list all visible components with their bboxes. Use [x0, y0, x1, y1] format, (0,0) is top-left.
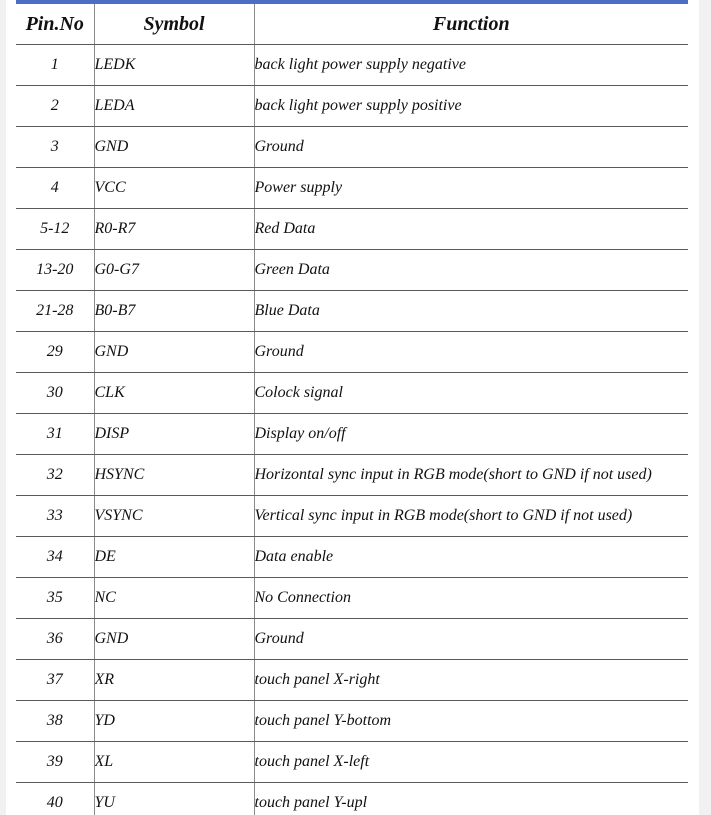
symbol-cell: GND [94, 332, 254, 373]
function-cell: Horizontal sync input in RGB mode(short to GND if not used) [254, 455, 688, 496]
function-cell: touch panel X-right [254, 660, 688, 701]
table-row [16, 783, 688, 815]
pin-table [16, 4, 688, 815]
symbol-cell: R0-R7 [94, 209, 254, 250]
pin-cell: 2 [16, 86, 94, 127]
function-cell: Colock signal [254, 373, 688, 414]
function-cell: touch panel Y-upl [254, 783, 688, 815]
symbol-cell: YD [94, 701, 254, 742]
symbol-cell: G0-G7 [94, 250, 254, 291]
symbol-cell: LEDK [94, 45, 254, 86]
symbol-cell: DE [94, 537, 254, 578]
table-row [16, 332, 688, 373]
pin-cell: 39 [16, 742, 94, 783]
pin-cell: 13-20 [16, 250, 94, 291]
symbol-cell: B0-B7 [94, 291, 254, 332]
table-row [16, 660, 688, 701]
table-row [16, 209, 688, 250]
symbol-cell: CLK [94, 373, 254, 414]
symbol-cell: GND [94, 619, 254, 660]
function-cell: Display on/off [254, 414, 688, 455]
pin-cell: 36 [16, 619, 94, 660]
table-row [16, 701, 688, 742]
function-cell: No Connection [254, 578, 688, 619]
pin-cell: 31 [16, 414, 94, 455]
table-row [16, 250, 688, 291]
pin-cell: 5-12 [16, 209, 94, 250]
function-cell: touch panel X-left [254, 742, 688, 783]
symbol-cell: XL [94, 742, 254, 783]
table-row [16, 86, 688, 127]
function-cell: Ground [254, 619, 688, 660]
header-symbol: Symbol [94, 4, 254, 45]
symbol-cell: YU [94, 783, 254, 815]
table-row [16, 455, 688, 496]
table-body [16, 45, 688, 815]
symbol-cell: VCC [94, 168, 254, 209]
symbol-cell: DISP [94, 414, 254, 455]
pin-cell: 32 [16, 455, 94, 496]
table-row [16, 578, 688, 619]
table-row [16, 537, 688, 578]
pin-cell: 30 [16, 373, 94, 414]
pin-cell: 40 [16, 783, 94, 815]
pin-cell: 34 [16, 537, 94, 578]
function-cell: Data enable [254, 537, 688, 578]
table-row [16, 291, 688, 332]
symbol-cell: VSYNC [94, 496, 254, 537]
pin-cell: 1 [16, 45, 94, 86]
symbol-cell: XR [94, 660, 254, 701]
function-cell: Blue Data [254, 291, 688, 332]
function-cell: Power supply [254, 168, 688, 209]
document-page [6, 0, 699, 815]
pin-cell: 21-28 [16, 291, 94, 332]
function-cell: Ground [254, 127, 688, 168]
pin-cell: 29 [16, 332, 94, 373]
table-header-row [16, 4, 688, 45]
pin-cell: 4 [16, 168, 94, 209]
table-row [16, 45, 688, 86]
table-row [16, 496, 688, 537]
pin-cell: 35 [16, 578, 94, 619]
function-cell: Vertical sync input in RGB mode(short to GND if not used) [254, 496, 688, 537]
function-cell: Red Data [254, 209, 688, 250]
symbol-cell: NC [94, 578, 254, 619]
pin-cell: 37 [16, 660, 94, 701]
table-row [16, 414, 688, 455]
table-row [16, 168, 688, 209]
function-cell: Ground [254, 332, 688, 373]
table-row [16, 742, 688, 783]
table-row [16, 619, 688, 660]
pin-cell: 3 [16, 127, 94, 168]
pin-cell: 33 [16, 496, 94, 537]
symbol-cell: LEDA [94, 86, 254, 127]
table-row [16, 373, 688, 414]
header-function: Function [254, 4, 688, 45]
function-cell: touch panel Y-bottom [254, 701, 688, 742]
function-cell: back light power supply positive [254, 86, 688, 127]
function-cell: back light power supply negative [254, 45, 688, 86]
symbol-cell: HSYNC [94, 455, 254, 496]
header-pin-no: Pin.No [16, 4, 94, 45]
pin-cell: 38 [16, 701, 94, 742]
table-row [16, 127, 688, 168]
symbol-cell: GND [94, 127, 254, 168]
function-cell: Green Data [254, 250, 688, 291]
